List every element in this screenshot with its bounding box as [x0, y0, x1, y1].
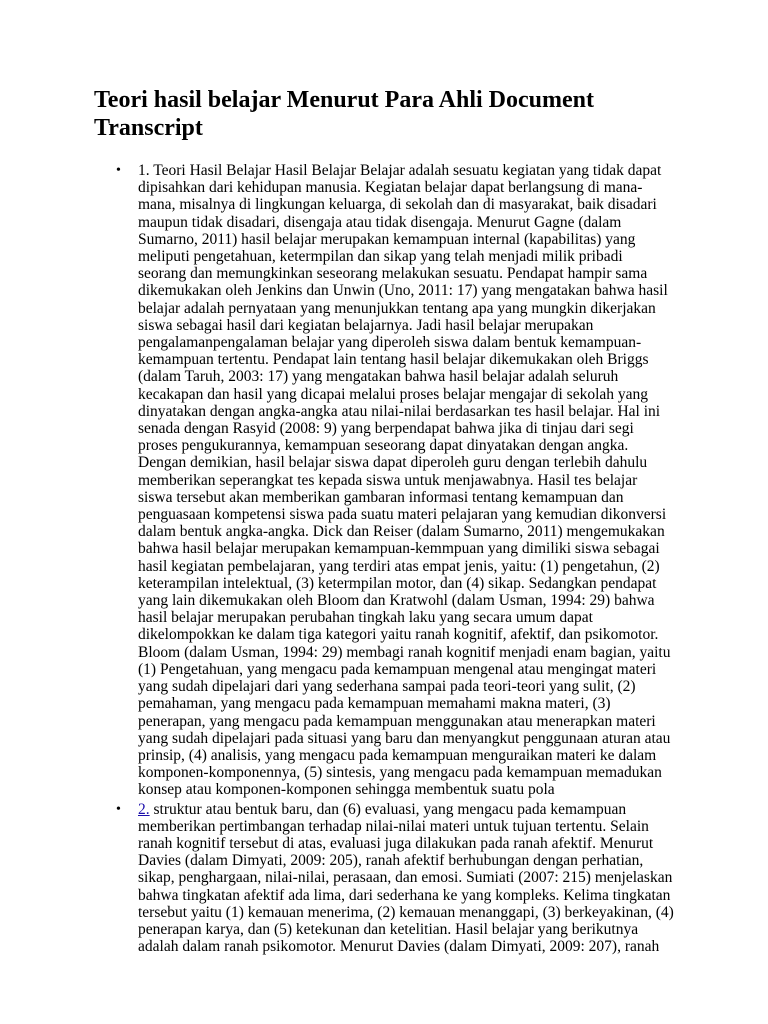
text-line: pemahaman, yang mengacu pada kemampuan memahami makna materi, (3) — [138, 695, 611, 713]
content-list — [94, 162, 728, 955]
text-line: Bloom (dalam Usman, 1994: 29) membagi ranah kognitif menjadi enam bagian, yaitu — [138, 643, 671, 661]
text-line: dikemukakan oleh Jenkins dan Unwin (Uno, 2011: 17) yang mengatakan bahwa hasil — [138, 282, 668, 300]
text-line: penerapan karya, dan (5) ketekunan dan ketelitian. Hasil belajar yang berikutnya — [138, 920, 639, 938]
text-line: kemampuan tertentu. Pendapat lain tentang hasil belajar dikemukakan oleh Briggs — [138, 351, 649, 369]
text-line: dipisahkan dari kehidupan manusia. Kegiatan belajar dapat berlangsung di mana- — [138, 179, 643, 197]
text-line: yang sudah dipelajari dari yang sederhana sampai pada teori-teori yang sulit, (2) — [138, 678, 636, 696]
document-title — [94, 86, 614, 142]
text-line: mana, misalnya di lingkungan keluarga, di sekolah dan di masyarakat, baik disadari — [138, 196, 657, 214]
list-item — [94, 162, 728, 799]
text-line: penguasaan kompetensi siswa pada suatu materi pelajaran yang kemudian dikonversi — [138, 506, 667, 524]
text-line: seorang dan memungkinkan seseorang melakukan sesuatu. Pendapat hampir sama — [138, 265, 648, 283]
bullet-icon: • — [116, 801, 121, 817]
title-line: Transcript — [94, 115, 203, 141]
text-line: keterampilan intelektual, (3) ketermpilan motor, dan (4) sikap. Sedangkan pendapat — [138, 574, 657, 592]
text-line: yang sudah dipelajari pada situasi yang baru dan menyangkut penggunaan aturan atau — [138, 729, 671, 747]
line-text: struktur atau bentuk baru, dan (6) evaluasi, yang mengacu pada kemampuan — [149, 800, 627, 818]
text-line: proses pengukurannya, kemampuan seseorang dapat dinyatakan dengan angka. — [138, 437, 629, 455]
text-line: (dalam Taruh, 2003: 17) yang mengatakan bahwa hasil belajar adalah seluruh — [138, 368, 619, 386]
text-line: bahwa hasil belajar merupakan kemampuan-kemmpuan yang dimiliki siswa sebagai — [138, 540, 660, 558]
text-line: belajar adalah pernyataan yang menunjukkan tentang apa yang mungkin dikerjakan — [138, 299, 656, 317]
text-line: yang lain dikemukakan oleh Bloom dan Kratwohl (dalam Usman, 1994: 29) bahwa — [138, 592, 655, 610]
text-line: prinsip, (4) analisis, yang mengacu pada kemampuan menguraikan materi ke dalam — [138, 746, 657, 764]
text-line: memberikan pertimbangan terhadap nilai-nilai materi untuk tujuan tertentu. Selain — [138, 817, 649, 835]
page-link[interactable]: 2. — [138, 800, 150, 818]
text-line: pengalamanpengalaman belajar yang diperoleh siswa dalam bentuk kemampuan- — [138, 334, 642, 352]
text-line: senada dengan Rasyid (2008: 9) yang berpendapat bahwa jika di tinjau dari segi — [138, 420, 634, 438]
text-line: memberikan seperangkat tes kepada siswa untuk menjawabnya. Hasil tes belajar — [138, 471, 638, 489]
text-line: bahwa tingkatan afektif ada lima, dari sederhana ke yang kompleks. Kelima tingkatan — [138, 886, 671, 904]
text-line: ranah kognitif tersebut di atas, evaluasi juga dilakukan pada ranah afektif. Menurut — [138, 834, 654, 852]
text-line: sikap, penghargaan, nilai-nilai, perasaan, dan emosi. Sumiati (2007: 215) menjelaskan — [138, 869, 673, 887]
paragraph — [138, 801, 728, 956]
paragraph-lines — [138, 818, 728, 956]
paragraph — [138, 162, 728, 799]
paragraph-first-line — [138, 801, 728, 818]
bullet-icon: • — [116, 163, 121, 178]
list-item — [94, 801, 728, 956]
text-line: adalah dalam ranah psikomotor. Menurut Davies (dalam Dimyati, 2009: 207), ranah — [138, 938, 660, 956]
text-line: maupun tidak disadari, disengaja atau tidak disengaja. Menurut Gagne (dalam — [138, 213, 622, 231]
text-line: tersebut yaitu (1) kemauan menerima, (2) kemauan menanggapi, (3) berkeyakinan, (4) — [138, 903, 674, 921]
text-line: Davies (dalam Dimyati, 2009: 205), ranah afektif berhubungan dengan perhatian, — [138, 852, 644, 870]
text-line: Dengan demikian, hasil belajar siswa dapat diperoleh guru dengan terlebih dahulu — [138, 454, 648, 472]
text-line: (1) Pengetahuan, yang mengacu pada kemampuan mengenal atau mengingat materi — [138, 660, 657, 678]
text-line: konsep atau komponen-komponen sehingga membentuk suatu pola — [138, 781, 555, 799]
text-line: hasil belajar merupakan perubahan tingkah laku yang secara umum dapat — [138, 609, 593, 627]
text-line: 1. Teori Hasil Belajar Hasil Belajar Belajar adalah sesuatu kegiatan yang tidak dapat — [138, 162, 662, 179]
title-line: Teori hasil belajar Menurut Para Ahli Document — [94, 87, 594, 113]
text-line: dinyatakan dengan angka-angka atau nilai-nilai berdasarkan tes hasil belajar. Hal ini — [138, 402, 661, 420]
text-line: meliputi pengetahuan, ketermpilan dan sikap yang telah menjadi milik pribadi — [138, 248, 623, 266]
text-line: komponen-komponennya, (5) sintesis, yang mengacu pada kemampuan memadukan — [138, 764, 662, 782]
text-line: kecakapan dan hasil yang dicapai melalui proses belajar mengajar di sekolah yang — [138, 385, 649, 403]
text-line: siswa tersebut akan memberikan gambaran informasi tentang kemampuan dan — [138, 488, 624, 506]
text-line: penerapan, yang mengacu pada kemampuan menggunakan atau menerapkan materi — [138, 712, 656, 730]
text-line: Sumarno, 2011) hasil belajar merupakan kemampuan internal (kapabilitas) yang — [138, 230, 636, 248]
text-line: dalam bentuk angka-angka. Dick dan Reiser (dalam Sumarno, 2011) mengemukakan — [138, 523, 665, 541]
text-line: siswa sebagai hasil dari kegiatan belajarnya. Jadi hasil belajar merupakan — [138, 316, 594, 334]
text-line: dikelompokkan ke dalam tiga kategori yaitu ranah kognitif, afektif, dan psikomotor. — [138, 626, 659, 644]
text-line: hasil kegiatan pembelajaran, yang terdiri atas empat jenis, yaitu: (1) pengetahun, (2) — [138, 557, 660, 575]
